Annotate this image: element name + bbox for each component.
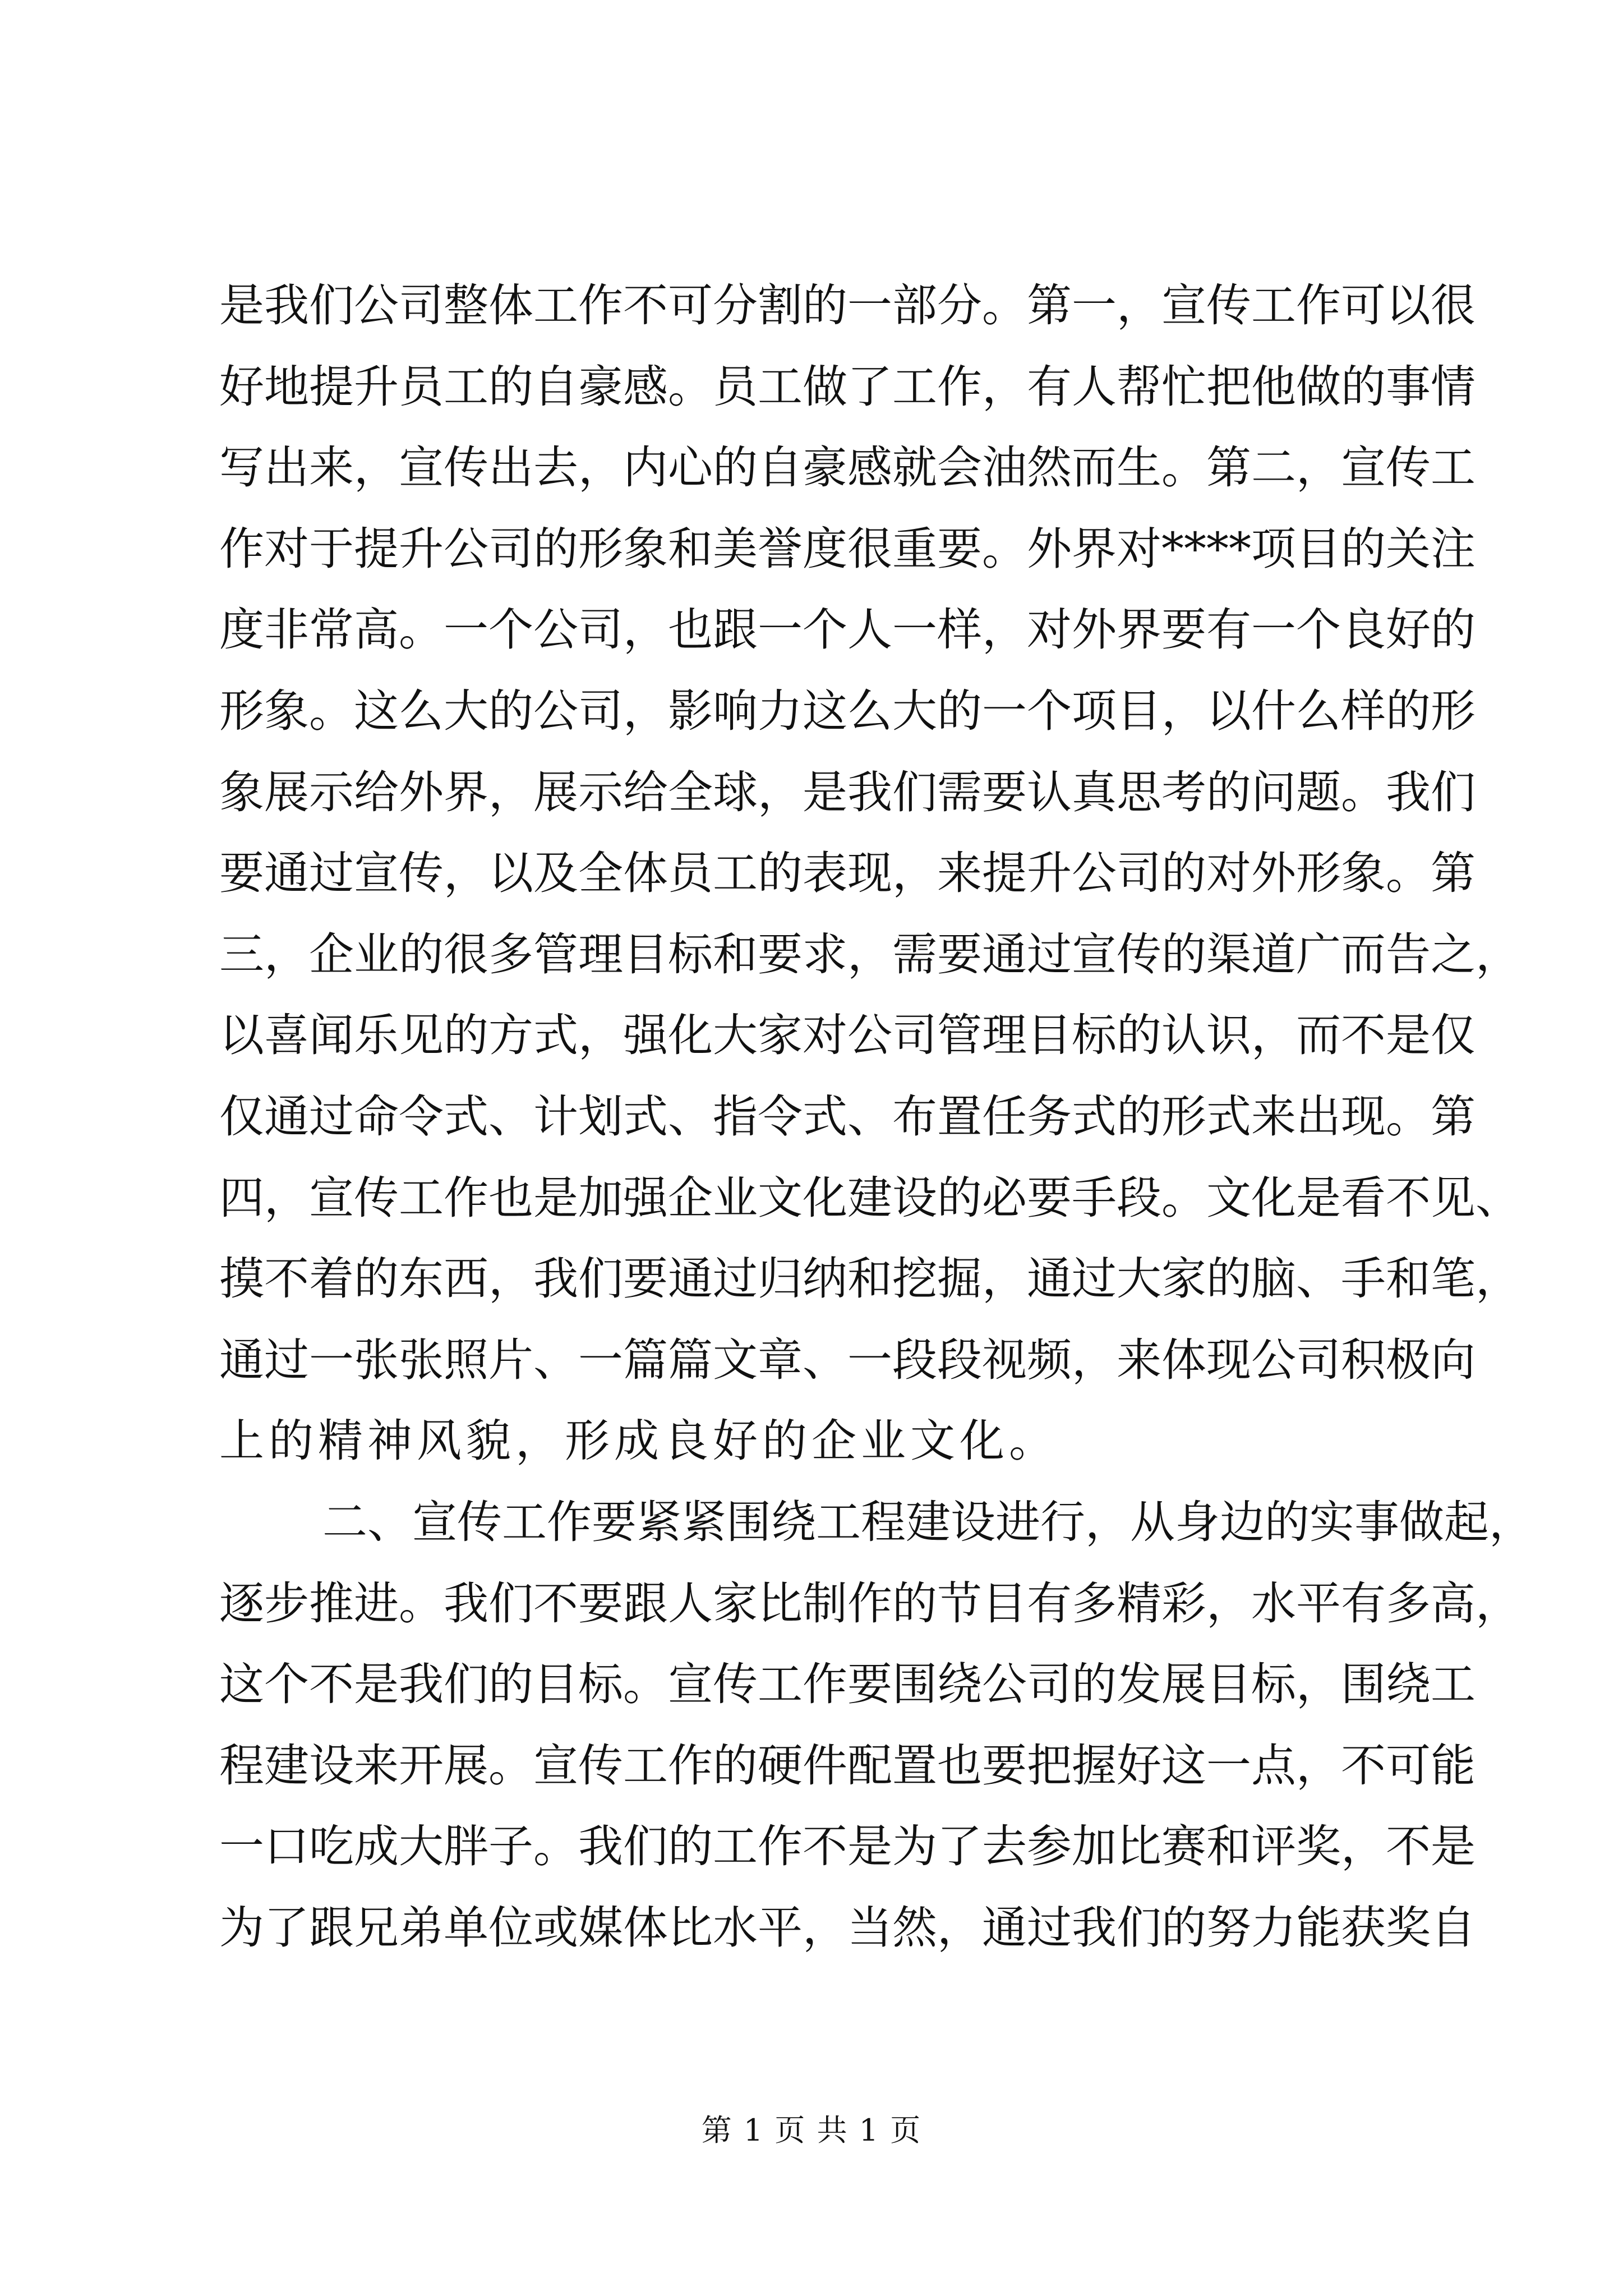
- text-line: 二、宣传工作要紧紧围绕工程建设进行，从身边的实事做起，: [322, 1496, 1534, 1548]
- text-line: 以喜闻乐见的方式，强化大家对公司管理目标的认识，而不是仅: [219, 1009, 1476, 1062]
- body-text: [219, 265, 1534, 1968]
- text-line: 要通过宣传，以及全体员工的表现，来提升公司的对外形象。第: [219, 847, 1476, 900]
- text-line: 三，企业的很多管理目标和要求，需要通过宣传的渠道广而告之，: [219, 928, 1520, 981]
- text-line: 逐步推进。我们不要跟人家比制作的节目有多精彩，水平有多高，: [219, 1577, 1520, 1630]
- text-line: 为了跟兄弟单位或媒体比水平，当然，通过我们的努力能获奖自: [219, 1901, 1476, 1954]
- text-line: 度非常高。一个公司，也跟一个人一样，对外界要有一个良好的: [219, 604, 1476, 656]
- text-line: 象展示给外界，展示给全球，是我们需要认真思考的问题。我们: [219, 766, 1476, 818]
- text-line: 上的精神风貌，形成良好的企业文化。: [219, 1415, 1058, 1467]
- text-line: 摸不着的东西，我们要通过归纳和挖掘，通过大家的脑、手和笔，: [219, 1253, 1520, 1305]
- text-line: 四，宣传工作也是加强企业文化建设的必要手段。文化是看不见、: [219, 1171, 1520, 1224]
- page-number-footer: 第 1 页 共 1 页: [701, 2113, 922, 2148]
- text-line: 好地提升员工的自豪感。员工做了工作，有人帮忙把他做的事情: [219, 360, 1476, 413]
- text-line: 程建设来开展。宣传工作的硬件配置也要把握好这一点，不可能: [219, 1739, 1476, 1792]
- text-line: 通过一张张照片、一篇篇文章、一段段视频，来体现公司积极向: [219, 1333, 1476, 1386]
- text-line: 作对于提升公司的形象和美誉度很重要。外界对****项目的关注: [219, 522, 1476, 575]
- text-line: 一口吃成大胖子。我们的工作不是为了去参加比赛和评奖，不是: [219, 1820, 1476, 1873]
- text-line: 这个不是我们的目标。宣传工作要围绕公司的发展目标，围绕工: [219, 1658, 1476, 1711]
- text-line: 写出来，宣传出去，内心的自豪感就会油然而生。第二，宣传工: [219, 441, 1476, 494]
- text-line: 仅通过命令式、计划式、指令式、布置任务式的形式来出现。第: [219, 1090, 1476, 1143]
- text-line: 是我们公司整体工作不可分割的一部分。第一，宣传工作可以很: [219, 279, 1476, 332]
- text-line: 形象。这么大的公司，影响力这么大的一个项目，以什么样的形: [219, 684, 1476, 737]
